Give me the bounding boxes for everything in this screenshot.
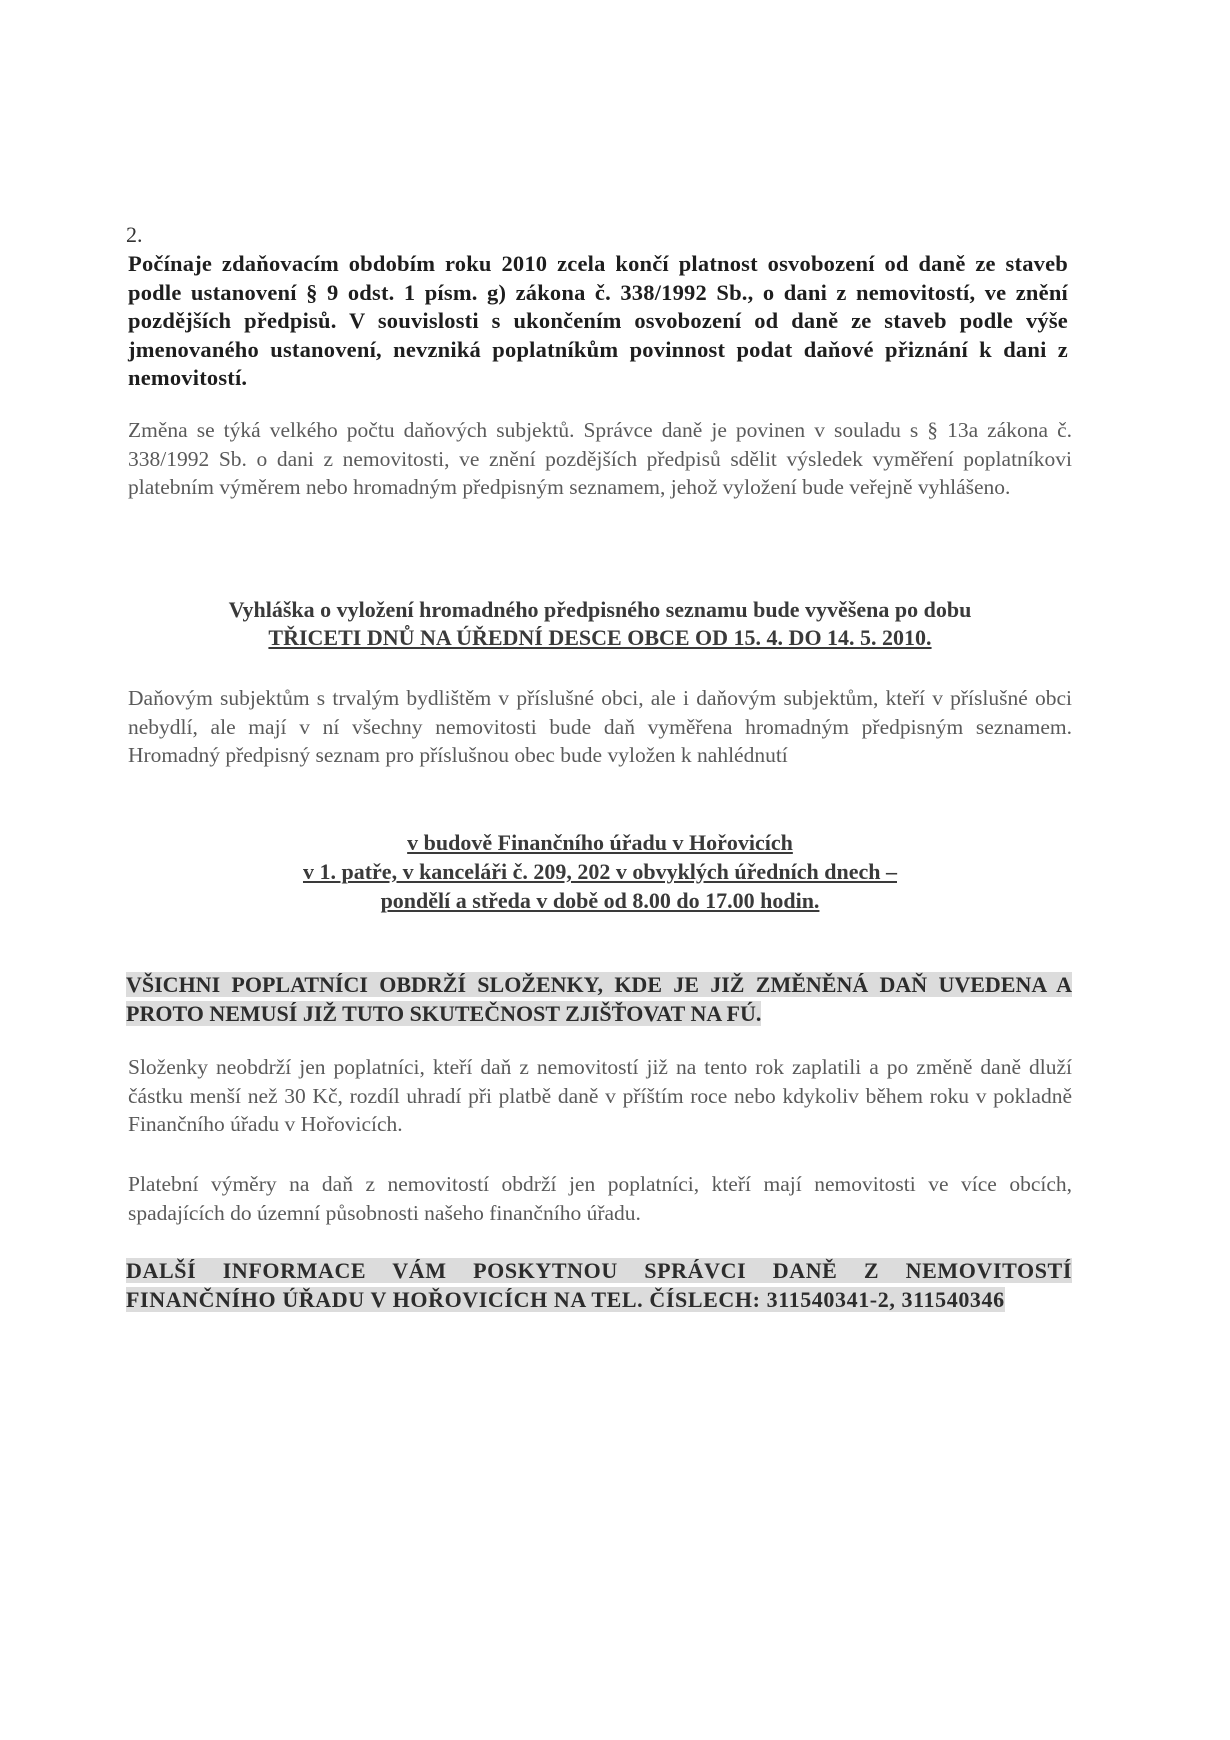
paragraph-exemption: Počínaje zdaňovacím obdobím roku 2010 zcela končí platnost osvobození od daně ze staveb podle ustanovení § 9 odst. 1 písm. g) zákona č. 338/1992 Sb., o dani z nemovitostí, ve znění pozdějších předpisů. V souvislosti s ukončením osvobození od daně ze staveb podle výše jmenovaného ustanovení, nevzniká poplatníkům povinnost podat daňové přiznání k dani z nemovitostí. [128,251,1068,390]
office-line-2: v 1. patře, v kanceláři č. 209, 202 v obvyklých úředních dnech – [302,859,897,884]
paragraph-slips: Složenky neobdrží jen poplatníci, kteří daň z nemovitostí již na tento rok zaplatili a po změně daně dluží částku menší než 30 Kč, rozdíl uhradí při platbě daně v příštím roce nebo kdykoliv během roku v pokladně Finančního úřadu v Hořovicích. [128,1055,1072,1136]
office-line-1: v budově Finančního úřadu v Hořovicích [407,830,793,855]
office-line-3: pondělí a středa v době od 8.00 do 17.00 hodin. [380,888,820,913]
highlight-text-1: VŠICHNI POPLATNÍCI OBDRŽÍ SLOŽENKY, KDE JE JIŽ ZMĚNĚNÁ DAŇ UVEDENA A PROTO NEMUSÍ JIŽ TUTO SKUTEČNOST ZJIŠŤOVAT NA FÚ. [126,972,1072,1026]
notice-line-2: TŘICETI DNŮ NA ÚŘEDNÍ DESCE OBCE OD 15. 4. DO 14. 5. 2010. [268,625,932,650]
paragraph-subjects: Daňovým subjektům s trvalým bydlištěm v příslušné obci, ale i daňovým subjektům, kteří v příslušné obci nebydlí, ale mají v ní všechny nemovitosti bude daň vyměřena hromadným předpisným seznamem. Hromadný předpisný seznam pro příslušnou obec bude vyložen k nahlédnutí [128,686,1072,767]
highlight-notice-1 [126,970,1072,1028]
highlight-text-2: DALŠÍ INFORMACE VÁM POSKYTNOU SPRÁVCI DANĚ Z NEMOVITOSTÍ FINANČNÍHO ÚŘADU V HOŘOVICÍCH NA TEL. ČÍSLECH: 311540341-2, 311540346 [126,1258,1072,1312]
notice-block [128,596,1072,652]
office-info-block [128,828,1072,915]
paragraph-change: Změna se týká velkého počtu daňových subjektů. Správce daně je povinen v souladu s § 13a zákona č. 338/1992 Sb. o dani z nemovitosti, ve znění pozdějších předpisů sdělit výsledek vyměření poplatníkovi platebním výměrem nebo hromadným předpisným seznamem, jehož vyložení bude veřejně vyhlášeno. [128,418,1072,499]
notice-line-1: Vyhláška o vyložení hromadného předpisného seznamu bude vyvěšena po dobu [228,597,972,622]
highlight-notice-2 [126,1256,1072,1314]
section-number: 2. [126,222,143,247]
paragraph-payment: Platební výměry na daň z nemovitostí obdrží jen poplatníci, kteří mají nemovitosti ve více obcích, spadajících do územní působnosti našeho finančního úřadu. [128,1172,1072,1225]
